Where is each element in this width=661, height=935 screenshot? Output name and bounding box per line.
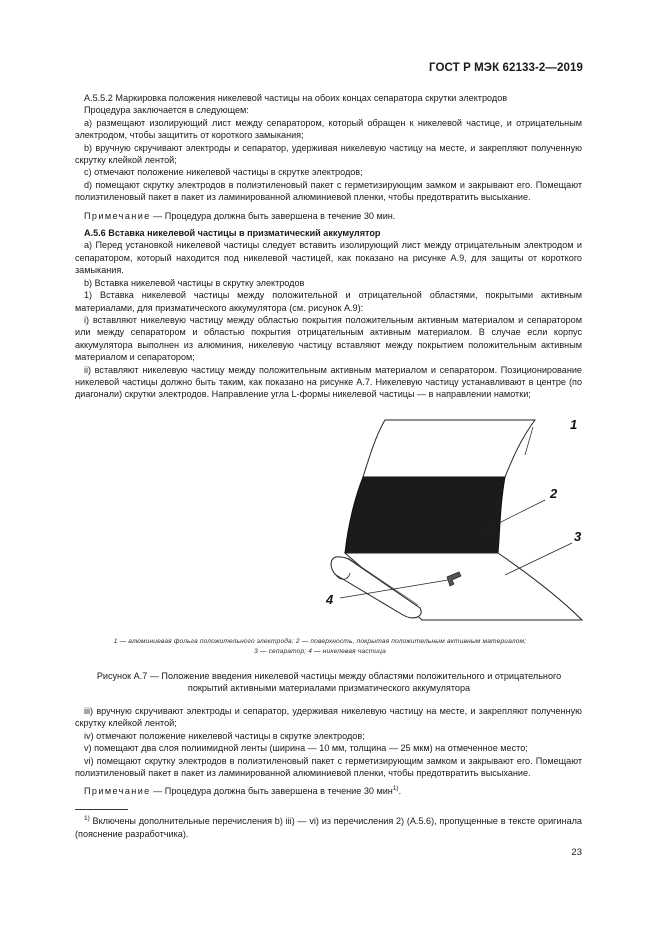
figure-legend <box>60 637 580 656</box>
figure-caption <box>75 670 583 695</box>
footnote-mark: 1) <box>84 814 90 822</box>
para-1: 1) Вставка никелевой частицы между положительной и отрицательной областями, покрытыми активным материалами, для призматического аккумулятора (см. рисунок А.9): <box>75 290 582 313</box>
note-label: Примечание <box>84 210 151 221</box>
section-a552-title: А.5.5.2 Маркировка положения никелевой частицы на обоих концах сепаратора скрутки электродов <box>84 93 508 103</box>
aluminum-foil-region <box>363 420 535 477</box>
note-1 <box>75 210 582 222</box>
note-2-footnote-ref: 1) <box>392 785 399 793</box>
footnote <box>75 815 582 840</box>
note-2-label: Примечание <box>84 786 151 797</box>
note-2: Примечание — Процедура должна быть завершена в течение 30 мин$^{1)}$. <box>84 785 402 797</box>
caption-line-1: Рисунок А.7 — Положение введения никелевой частицы между областями положительного и отрицательного <box>96 671 562 681</box>
label-2: 2 <box>550 486 558 501</box>
label-4: 4 <box>326 592 334 607</box>
footnote-text: Включены дополнительные перечисления b) iii) — vi) из перечисления 2) (А.5.6), пропущенные в тексте оригинала (пояснение разработчика). <box>75 816 582 839</box>
para-a: а) Перед установкой никелевой частицы следует вставить изолирующий лист между отрицательным электродом и сепаратором, который находится под никелевой частицей, как показано на рисунке А.9, для защиты от короткого замыкания. <box>75 240 582 276</box>
label-1: 1 <box>570 417 578 432</box>
para-b: b) Вставка никелевой частицы в скрутку электродов <box>84 277 305 288</box>
step-b: b) вручную скручивают электроды и сепаратор, удерживая никелевую частицу на месте, и закрепляют полученную скрутку клейкой лентой; <box>75 142 582 166</box>
step-a: а) размещают изолирующий лист между сепаратором, который обращен к никелевой частице, и отрицательным электродом, чтобы защитить от короткого замыкания; <box>75 117 582 141</box>
caption-line-2: покрытий активными материалами призматического аккумулятора <box>187 683 471 694</box>
active-material-band <box>345 477 505 553</box>
para-iv: iv) отмечают положение никелевой частицы в скрутке электродов; <box>84 730 365 741</box>
leader-3 <box>505 543 572 575</box>
note-2-text: — Процедура должна быть завершена в течение 30 мин <box>150 786 393 797</box>
figure-a7-diagram <box>300 405 590 635</box>
page-number: 23 <box>571 847 582 858</box>
continuation-text-block <box>75 705 582 803</box>
step-d: d) помещают скрутку электродов в полиэтиленовый пакет с герметизирующим замком и закрывают его. Помещают полиэтиленовый пакет в пакет из ламинированной алюминиевой пленки, чтобы предотвратить высыхание. <box>75 179 582 203</box>
standard-header: ГОСТ Р МЭК 62133-2—2019 <box>429 62 583 74</box>
main-text-block <box>75 92 582 401</box>
para-i: i) вставляют никелевую частицу между областью покрытия положительным активным материалом и сепаратором или между сепаратором и областью покрытия отрицательным активным материалом. В случае если корпус аккумулятора выполнен из алюминия, никелевую частицу вставляют между покрытием положительным активным материалом и сепаратором; <box>75 314 582 363</box>
para-vi: vi) помещают скрутку электродов в полиэтиленовый пакет с герметизирующим замком и закрывают его. Помещают полиэтиленовый пакет в пакет из ламинированной алюминиевой пленки, чтобы предотвратить высыхание. <box>75 755 582 779</box>
label-3: 3 <box>574 529 582 544</box>
step-c: с) отмечают положение никелевой частицы в скрутке электродов; <box>84 167 363 178</box>
para-ii: ii) вставляют никелевую частицу между положительным активным материалом и сепаратором. Позиционирование никелевой частицы должно быть таким, как показано на рисунке А.7. Никелевую частицу устанавливают в центре (по диагонали) скрутки электродов. Направление угла L-формы никелевой частицы — в направлении намотки; <box>75 364 582 400</box>
section-a552-intro: Процедура заключается в следующем: <box>84 105 249 116</box>
note-text: — Процедура должна быть завершена в течение 30 мин. <box>150 210 396 221</box>
para-v: v) помещают два слоя полиимидной ленты (ширина — 10 мм, толщина — 25 мкм) на отмеченное место; <box>84 743 528 754</box>
legend-line-1: 1 — алюминиевая фольга положительного электрода; 2 — поверхность, покрытая положительным активным материалом; <box>113 638 527 645</box>
footnote-separator <box>75 809 128 810</box>
para-iii: iii) вручную скручивают электроды и сепаратор, удерживая никелевую частицу на месте, и закрепляют полученную скрутку клейкой лентой; <box>75 706 582 729</box>
legend-line-2: 3 — сепаратор; 4 — никелевая частица <box>254 647 386 655</box>
section-a56-title: А.5.6 Вставка никелевой частицы в призматический аккумулятор <box>84 228 381 239</box>
